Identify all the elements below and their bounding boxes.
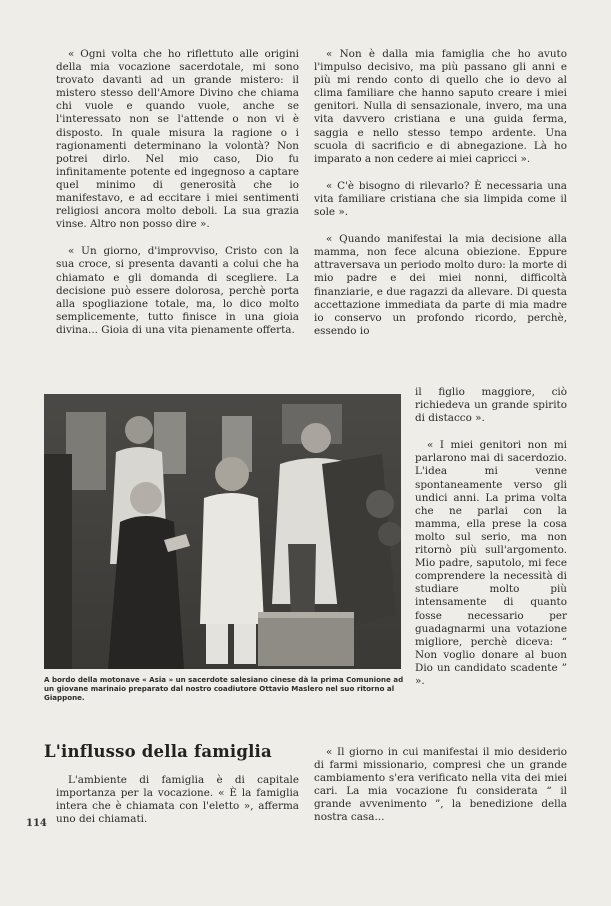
- photograph: [44, 394, 401, 669]
- photo-caption: A bordo della motonave « Asia » un sacerdote salesiano cinese dà la prima Comunione ad un giovane marinaio preparato dal nostro coadiutore Ottavio Maslero nel suo ritorno al Giappone.: [44, 675, 404, 703]
- right-paragraph-3-continued: il figlio maggiore, ciò richiedeva un grande spirito di distacco ».: [415, 386, 567, 425]
- left-paragraph-1: « Ogni volta che ho riflettuto alle origini della mia vocazione sacerdotale, mi sono trovato davanti ad un grande mistero: il mistero stesso dell'Amore Divino che chiama chi vuole e quando vuole, anche se l'interessato non se l'attende o non vi è disposto. In quale misura la ragione o i ragionamenti determinano la volontà? Non potrei dirlo. Nel mio caso, Dio fu infinitamente potente ed ingegnoso a captare quel minimo di generosità che io manifestavo, e ad eccitare i miei sentimenti religiosi ancora molto deboli. La sua grazia vinse. Altro non posso dire ».: [56, 48, 299, 231]
- left-column: [56, 48, 299, 351]
- right-column-bottom: [314, 746, 567, 839]
- right-paragraph-5: « Il giorno in cui manifestai il mio desiderio di farmi missionario, compresi che un grande cambiamento s'era verificato nella vita dei miei cari. La mia vocazione fu considerata “ il grande avvenimento ”, la benedizione della nostra casa...: [314, 746, 567, 824]
- section-heading: L'influsso della famiglia: [44, 742, 272, 761]
- left-paragraph-2: « Un giorno, d'improvviso, Cristo con la sua croce, si presenta davanti a colui che ha chiamato e gli domanda di scegliere. La decisione può essere dolorosa, perchè porta alla spogliazione totale, ma, lo dico molto semplicemente, tutto finisce in una gioia divina... Gioia di una vita pienamente offerta.: [56, 245, 299, 336]
- right-paragraph-2: « C'è bisogno di rilevarlo? È necessaria una vita familiare cristiana che sia limpida come il sole ».: [314, 179, 567, 219]
- right-paragraph-1: « Non è dalla mia famiglia che ho avuto l'impulso decisivo, ma più passano gli anni e più mi rendo conto di quello che io devo al clima familiare che hanno saputo creare i miei genitori. Nulla di sensazionale, invero, ma una vita davvero cristiana e una guida ferma, saggia e nello stesso tempo ardente. Una scuola di sacrificio e di abnegazione. Là ho imparato a non cedere ai miei capricci ».: [314, 48, 567, 165]
- section-paragraph-1: L'ambiente di famiglia è di capitale importanza per la vocazione. « È la famiglia intera che è chiamata con l'eletto », afferma uno dei chiamati.: [56, 774, 299, 826]
- right-paragraph-4: « I miei genitori non mi parlarono mai di sacerdozio. L'idea mi venne spontaneamente verso gli undici anni. La prima volta che ne parlai con la mamma, ella prese la cosa molto sul serio, ma non ritornò più sull'argomento. Mio padre, saputolo, mi fece comprendere la necessità di studiare molto più intensamente di quanto fosse necessario per guadagnarmi una votazione migliore, perchè diceva: “ Non voglio donare al buon Dio un candidato scadente ” ».: [415, 439, 567, 687]
- photo-illustration: [44, 394, 401, 669]
- right-column-narrow: [415, 386, 567, 702]
- right-column-top: [314, 48, 567, 338]
- page-number: 114: [26, 818, 47, 829]
- section-body: [56, 774, 299, 840]
- right-paragraph-3: « Quando manifestai la mia decisione alla mamma, non fece alcuna obiezione. Eppure attraversava un periodo molto duro: la morte di mio padre e dei miei nonni, difficoltà finanziarie, e due ragazzi da allevare. Di questa accettazione immediata da parte di mia madre io conservo un profondo ricordo, perchè, essendo io: [314, 233, 567, 337]
